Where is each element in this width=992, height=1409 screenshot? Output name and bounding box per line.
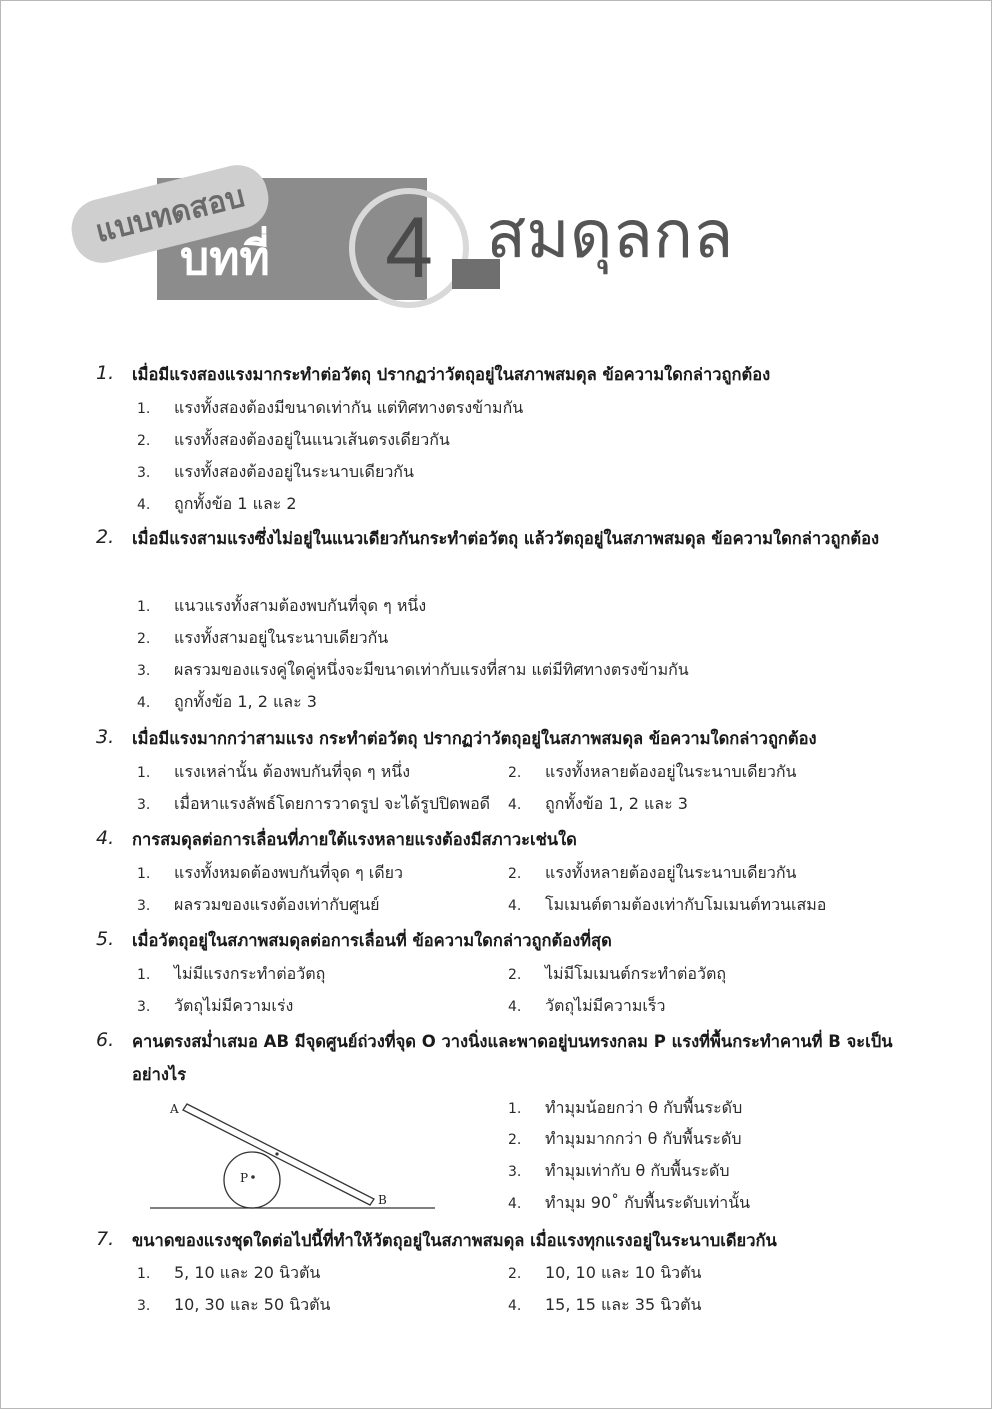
question-stem: การสมดุลต่อการเลื่อนที่ภายใต้แรงหลายแรงต้องมีสภาวะเช่นใด: [132, 830, 577, 849]
answer-option[interactable]: 2. แรงทั้งหลายต้องอยู่ในระนาบเดียวกัน: [508, 863, 797, 882]
answer-option[interactable]: 4. วัตถุไม่มีความเร็ว: [508, 996, 666, 1015]
sphere-p: [224, 1152, 280, 1208]
answer-option[interactable]: 3. ผลรวมของแรงต้องเท่ากับศูนย์: [137, 895, 380, 914]
answer-option[interactable]: 1. 5, 10 และ 20 นิวตัน: [137, 1263, 321, 1282]
question-stem: คานตรงสม่ำเสมอ AB มีจุดศูนย์ถ่วงที่จุด O วางนิ่งและพาดอยู่บนทรงกลม P แรงที่พื้นกระทำคานที่ B จะเป็นอย่างไร: [132, 1032, 893, 1084]
answer-option[interactable]: 3. ผลรวมของแรงคู่ใดคู่หนึ่งจะมีขนาดเท่ากับแรงที่สาม แต่มีทิศทางตรงข้ามกัน: [137, 660, 689, 679]
answer-option[interactable]: 2. แรงทั้งสองต้องอยู่ในแนวเส้นตรงเดียวกัน: [137, 430, 450, 449]
question-number: 7.: [96, 1228, 115, 1250]
answer-option[interactable]: 1. แรงทั้งสองต้องมีขนาดเท่ากัน แต่ทิศทางตรงข้ามกัน: [137, 398, 524, 417]
question-number: 4.: [96, 827, 115, 849]
answer-option[interactable]: 2. ทำมุมมากกว่า θ กับพื้นระดับ: [508, 1129, 742, 1148]
answer-option[interactable]: 3. วัตถุไม่มีความเร่ง: [137, 996, 294, 1015]
sphere-center-point: [251, 1175, 255, 1179]
answer-option[interactable]: 4. ถูกทั้งข้อ 1 และ 2: [137, 494, 297, 513]
answer-option[interactable]: 3. แรงทั้งสองต้องอยู่ในระนาบเดียวกัน: [137, 462, 414, 481]
chapter-label: บทที่: [180, 231, 270, 285]
question-number: 2.: [96, 526, 115, 548]
question-number: 1.: [96, 362, 115, 384]
question-stem: เมื่อมีแรงสามแรงซึ่งไม่อยู่ในแนวเดียวกันกระทำต่อวัตถุ แล้ววัตถุอยู่ในสภาพสมดุล ข้อความใดกล่าวถูกต้อง: [132, 529, 880, 548]
answer-option[interactable]: 3. ทำมุมเท่ากับ θ กับพื้นระดับ: [508, 1161, 730, 1180]
label-p: P: [240, 1171, 249, 1185]
answer-option[interactable]: 2. แรงทั้งสามอยู่ในระนาบเดียวกัน: [137, 628, 389, 647]
chapter-title: สมดุลกล: [486, 196, 734, 273]
answer-option[interactable]: 2. 10, 10 และ 10 นิวตัน: [508, 1263, 702, 1282]
answer-option[interactable]: 1. แนวแรงทั้งสามต้องพบกันที่จุด ๆ หนึ่ง: [137, 596, 427, 615]
answer-option[interactable]: 4. ทำมุม 90˚ กับพื้นระดับเท่านั้น: [508, 1193, 751, 1212]
answer-option[interactable]: 4. โมเมนต์ตามต้องเท่ากับโมเมนต์ทวนเสมอ: [508, 895, 827, 914]
question-number: 5.: [96, 928, 115, 950]
chapter-number: 4: [385, 199, 433, 296]
answer-option[interactable]: 1. แรงทั้งหมดต้องพบกันที่จุด ๆ เดียว: [137, 863, 403, 882]
question-number: 6.: [96, 1029, 115, 1051]
answer-option[interactable]: 1. ไม่มีแรงกระทำต่อวัตถุ: [137, 964, 326, 983]
answer-option[interactable]: 2. ไม่มีโมเมนต์กระทำต่อวัตถุ: [508, 964, 727, 983]
test-tag-label: แบบทดสอบ: [91, 178, 249, 250]
answer-option[interactable]: 1. แรงเหล่านั้น ต้องพบกันที่จุด ๆ หนึ่ง: [137, 762, 410, 781]
answer-option[interactable]: 3. 10, 30 และ 50 นิวตัน: [137, 1295, 331, 1314]
answer-option[interactable]: 2. แรงทั้งหลายต้องอยู่ในระนาบเดียวกัน: [508, 762, 797, 781]
label-a: A: [170, 1102, 179, 1116]
label-b: B: [378, 1193, 387, 1207]
answer-option[interactable]: 4. 15, 15 และ 35 นิวตัน: [508, 1295, 702, 1314]
question-number: 3.: [96, 726, 115, 748]
question-stem: เมื่อมีแรงสองแรงมากระทำต่อวัตถุ ปรากฏว่าวัตถุอยู่ในสภาพสมดุล ข้อความใดกล่าวถูกต้อง: [132, 365, 771, 384]
beam-on-sphere-diagram: [140, 1096, 440, 1214]
answer-option[interactable]: 3. เมื่อหาแรงลัพธ์โดยการวาดรูป จะได้รูปปิดพอดี: [137, 794, 491, 813]
answer-option[interactable]: 4. ถูกทั้งข้อ 1, 2 และ 3: [508, 794, 688, 813]
question-stem: เมื่อวัตถุอยู่ในสภาพสมดุลต่อการเลื่อนที่ ข้อความใดกล่าวถูกต้องที่สุด: [132, 931, 612, 950]
center-of-gravity-point: [275, 1152, 278, 1155]
question-stem: เมื่อมีแรงมากกว่าสามแรง กระทำต่อวัตถุ ปรากฏว่าวัตถุอยู่ในสภาพสมดุล ข้อความใดกล่าวถูกต้อง: [132, 729, 817, 748]
answer-option[interactable]: 4. ถูกทั้งข้อ 1, 2 และ 3: [137, 692, 317, 711]
question-stem: ขนาดของแรงชุดใดต่อไปนี้ที่ทำให้วัตถุอยู่ในสภาพสมดุล เมื่อแรงทุกแรงอยู่ในระนาบเดียวกัน: [132, 1231, 777, 1250]
answer-option[interactable]: 1. ทำมุมน้อยกว่า θ กับพื้นระดับ: [508, 1098, 743, 1117]
